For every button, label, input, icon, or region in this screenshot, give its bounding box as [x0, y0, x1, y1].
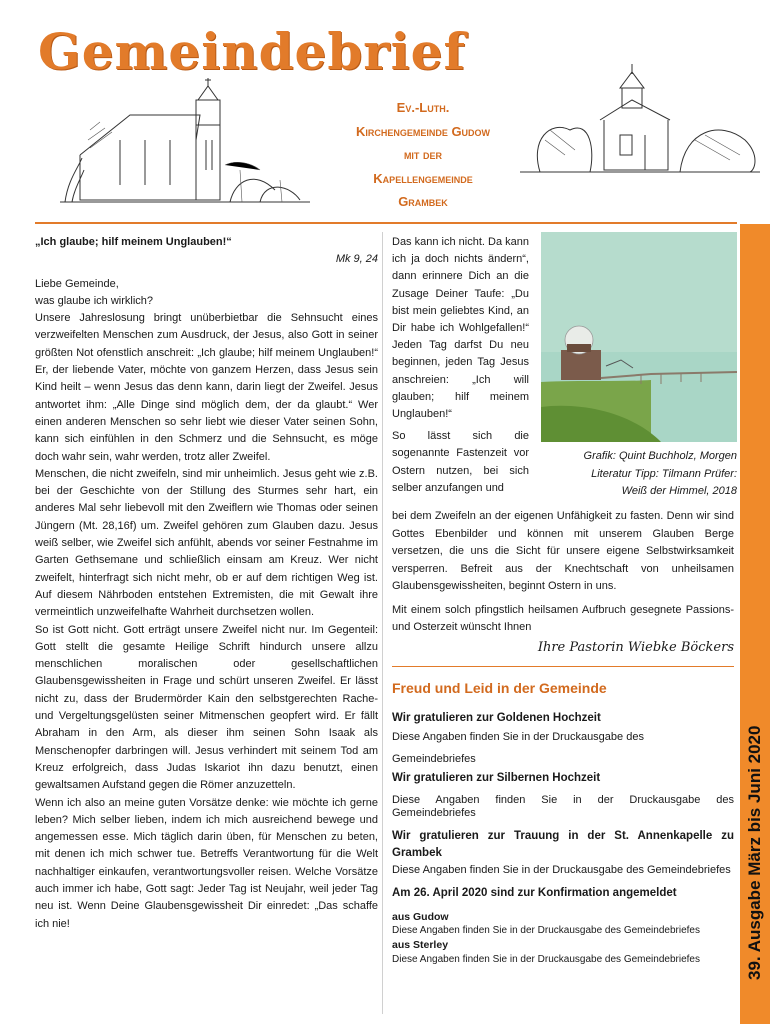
masthead-title: Gemeindebrief	[38, 22, 466, 81]
org-line-4: Kapellengemeinde	[373, 170, 473, 186]
image-caption	[541, 448, 737, 501]
silver-wedding-heading: Wir gratulieren zur Silbernen Hochzeit	[392, 772, 601, 784]
from-sterley-text: Diese Angaben finden Sie in der Druckausgabe des Gemeindebriefes	[392, 954, 700, 965]
golden-wedding-heading: Wir gratulieren zur Goldenen Hochzeit	[392, 712, 601, 724]
org-line-1: Ev.-Luth.	[396, 100, 450, 115]
edition-label: 39. Ausgabe März bis Juni 2020	[745, 725, 764, 980]
paragraph-4: Wenn ich also an meine guten Vorsätze denke: wie möchte ich gerne leben? Mich selber lieben, indem ich mich ausreichend bewege und angemessen esse. Mich täglich darin üben, für Menschen zu beten, mit denen ich mich schwer tue. Betreffs Verantwortung für die Welt nachhaltiger einkaufen, verantwortungsvoller reisen. Welche Vorsätze auch immer ich habe, Gott sagt: Jeder Tag ist Neujahr, weil jeder Tag neu ist. Wenn Deine Glaubensgewissheit Dir einredet: „Das schaffe ich nie!	[35, 796, 378, 930]
from-sterley-heading: aus Sterley	[392, 939, 449, 951]
freud-leid-title: Freud und Leid in der Gemeinde	[392, 680, 607, 696]
paragraph-1: Unsere Jahreslosung bringt unüberbietbar die Sehnsucht eines verzweifelten Menschen zum Ausdruck, der Jesus, also Gott in seiner größten Not ofenstlich anschreit: „Ich glaube; hilf meinem Unglauben!“ Er, der liebende Vater, möchte von ganzem Herzen, dass Jesus sein Kind heilt – wenn Jesus das denn kann, darin liegt der Zweifel. Jesus antwortet ihm: „Alle Dinge sind möglich dem, der da glaubt.“ Wer einen anderen Menschen so sehr liebt wie dieser Vater seinen Sohn, kann sich einfühlen in den Schmerz und die Sehnsucht, es möge doch wahr sein, wahr werden, trotz aller Zweifel.	[35, 312, 378, 463]
organisation-block	[318, 96, 528, 214]
caption-line-2: Literatur Tipp: Tilmann Prüfer:	[591, 467, 737, 480]
paragraph-r3: bei dem Zweifeln an der eigenen Unfähigkeit zu fasten. Denn wir sind Gottes Ebenbilder und können mit unserem Glauben Berge versetzen, die uns die Sicht für unsere eigene Selbstwirksamkeit versperren. Befreit aus der Knechtschaft von unheilsamen Glaubensgewissheiten, beginnt Ostern in uns.	[392, 510, 734, 592]
header-divider	[35, 222, 737, 224]
article-left-column	[35, 234, 378, 933]
org-line-2: Kirchengemeinde Gudow	[355, 123, 491, 139]
wedding-heading: Wir gratulieren zur Trauung in der St. Annenkapelle zu Grambek	[392, 830, 734, 859]
paragraph-r2: So lässt sich die sogenannte Fastenzeit vor Ostern nutzen, bei sich selber anzufangen und	[392, 430, 529, 494]
silver-wedding-text-1: Diese Angaben finden Sie in der Druckausgabe des	[392, 794, 734, 806]
paragraph-r1: Das kann ich nicht. Da kann ich ja doch nichts ändern“, dann erinnere Dich an die Zusage Deiner Taufe: „Du bist mein geliebtes Kind, an Dir habe ich Wohlgefallen!“ Jeden Tag darfst Du neu beginnen, jeden Tag Jesus anschreien: „Ich will glauben; hilf meinem Unglauben!“	[392, 236, 529, 421]
wedding-text: Diese Angaben finden Sie in der Druckausgabe des Gemeindebriefes	[392, 864, 731, 876]
freud-leid-section	[392, 708, 734, 967]
pastor-signature: Ihre Pastorin Wiebke Böckers	[537, 640, 734, 655]
paragraph-r4: Mit einem solch pfingstlich heilsamen Aufbruch gesegnete Passions- und Osterzeit wünscht Ihnen	[392, 603, 734, 633]
paragraph-3: So ist Gott nicht. Gott erträgt unsere Zweifel nicht nur. Im Gegenteil: Gott stellt die gesamte Heilige Schrift hindurch unsere allzu menschlichen moralischen oder gesellschaftlichen Glaubensgewissheiten in Frage und schürt unseren Zweifel. Er lässt nicht zu, dass der Brudermörder Kain den selbstgerechten Rache- und Vergeltungsgelüsten seiner Mitmenschen geopfert wird. Er fällt Abraham in den Arm, als dieser ihm seinen Sohn Isaak als Menschenopfer darbringen will. Jesus verhindert mit seinem Tod am Kreuz erfolgreich, dass Judas Iskariot ihn dazu benutzt, einen gewaltsamen Aufstand gegen die Römer anzuzetteln.	[35, 623, 378, 792]
chapel-grambek-drawing	[520, 60, 760, 190]
silver-wedding-text-2: Gemeindebriefes	[392, 807, 476, 819]
painting-image	[541, 232, 737, 442]
caption-line-3: Weiß der Himmel, 2018	[621, 485, 737, 497]
golden-wedding-text-2: Gemeindebriefes	[392, 753, 476, 765]
caption-line-1: Grafik: Quint Buchholz, Morgen	[583, 450, 737, 462]
greeting: Liebe Gemeinde,	[35, 277, 119, 290]
org-line-5: Grambek	[398, 194, 448, 209]
golden-wedding-text-1: Diese Angaben finden Sie in der Druckausgabe des	[392, 731, 644, 743]
article-headline: „Ich glaube; hilf meinem Unglauben!“	[35, 236, 232, 248]
article-right-narrow	[392, 234, 529, 502]
org-line-3: mit der	[403, 147, 443, 162]
church-gudow-drawing	[60, 70, 310, 218]
section-divider	[392, 666, 734, 667]
from-gudow-heading: aus Gudow	[392, 911, 449, 923]
bible-reference: Mk 9, 24	[335, 253, 378, 266]
column-divider	[382, 232, 383, 1014]
from-gudow-text: Diese Angaben finden Sie in der Druckausgabe des Gemeindebriefes	[392, 925, 700, 936]
confirmation-heading: Am 26. April 2020 sind zur Konfirmation angemeldet	[392, 887, 677, 899]
opening-question: was glaube ich wirklich?	[35, 294, 153, 307]
paragraph-2: Menschen, die nicht zweifeln, sind mir unheimlich. Jesus geht wie z.B. bei der Geschichte von der Stillung des Sturmes sehr hart, ein anderes Mal sehr liebevoll mit den Zweiflern wie Thomas oder seinen Jüngern (Mt. 28,16f) um. Zweifel gehören zum Glauben dazu. Jesus weiß selber, wie Zweifel sich anfühlt, abends vor seiner Festnahme im Garten Gethsemane und schließlich einsam am Kreuz. Wer nicht zweifelt, hinterfragt sich nicht mehr, ob er auf dem richtigen Weg ist. Auf diesem Nährboden entstehen Extremisten, die mit Gewalt ihre vermeintlich unzweifelhafte Wahrheit durchsetzen wollen.	[35, 467, 378, 619]
article-right-wide	[392, 508, 734, 643]
